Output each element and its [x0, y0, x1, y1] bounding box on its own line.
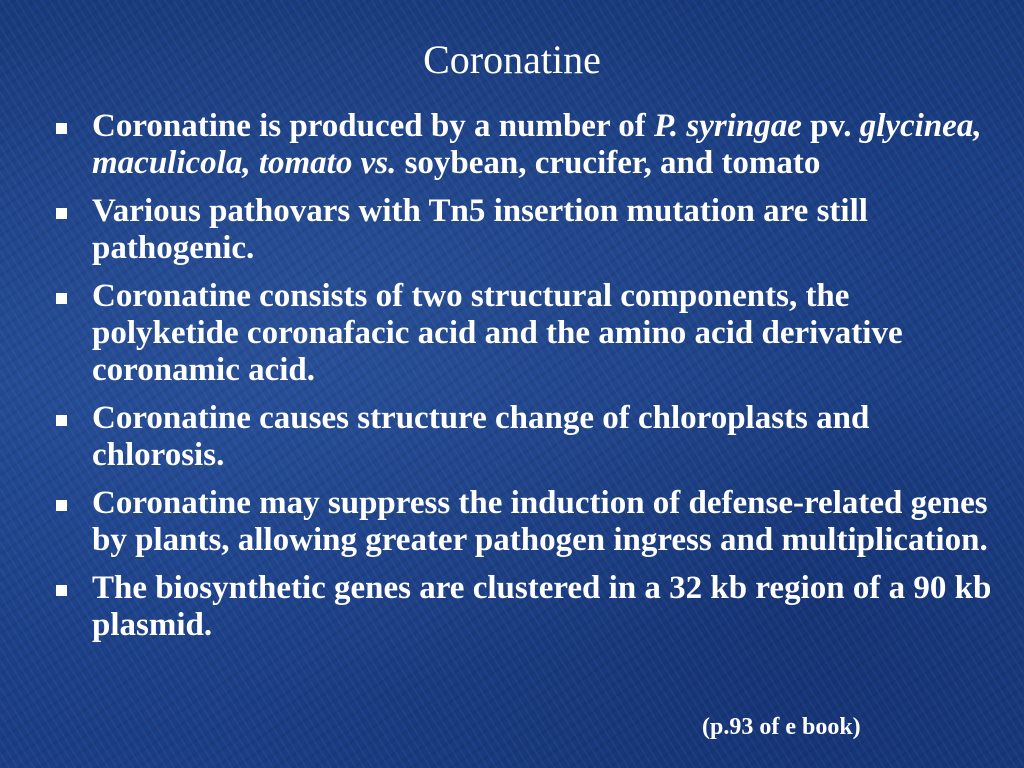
- bullet-list: [54, 108, 994, 655]
- bullet-text-italic-segment: glycinea, maculicola, tomato vs.: [92, 108, 982, 181]
- bullet-text: [92, 108, 982, 181]
- bullet-item: [54, 278, 994, 389]
- bullet-item: [54, 570, 994, 644]
- bullet-text: Coronatine may suppress the induction of defense-related genes by plants, allowing greater pathogen ingress and multiplication.: [92, 485, 988, 558]
- bullet-text-segment: soybean, crucifer, and tomato: [396, 145, 821, 181]
- bullet-text: Coronatine consists of two structural components, the polyketide coronafacic acid and the amino acid derivative coronamic acid.: [92, 278, 903, 388]
- bullet-text: Coronatine causes structure change of chloroplasts and chlorosis.: [92, 400, 870, 473]
- bullet-text: Various pathovars with Tn5 insertion mutation are still pathogenic.: [92, 193, 868, 266]
- bullet-text-segment: pv.: [801, 108, 860, 144]
- bullet-text: The biosynthetic genes are clustered in a 32 kb region of a 90 kb plasmid.: [92, 570, 992, 643]
- slide-title: Coronatine: [423, 37, 601, 82]
- bullet-text-italic-segment: P. syringae: [654, 108, 802, 144]
- bullet-item: [54, 193, 994, 267]
- square-bullet-icon: [56, 500, 67, 511]
- square-bullet-icon: [56, 293, 67, 304]
- bullet-item: [54, 485, 994, 559]
- square-bullet-icon: [56, 415, 67, 426]
- square-bullet-icon: [56, 208, 67, 219]
- bullet-item: [54, 400, 994, 474]
- square-bullet-icon: [56, 585, 67, 596]
- bullet-text-segment: Coronatine is produced by a number of: [92, 108, 654, 144]
- bullet-item: [54, 108, 994, 182]
- page-reference-footnote: (p.93 of e book): [702, 714, 861, 740]
- square-bullet-icon: [56, 123, 67, 134]
